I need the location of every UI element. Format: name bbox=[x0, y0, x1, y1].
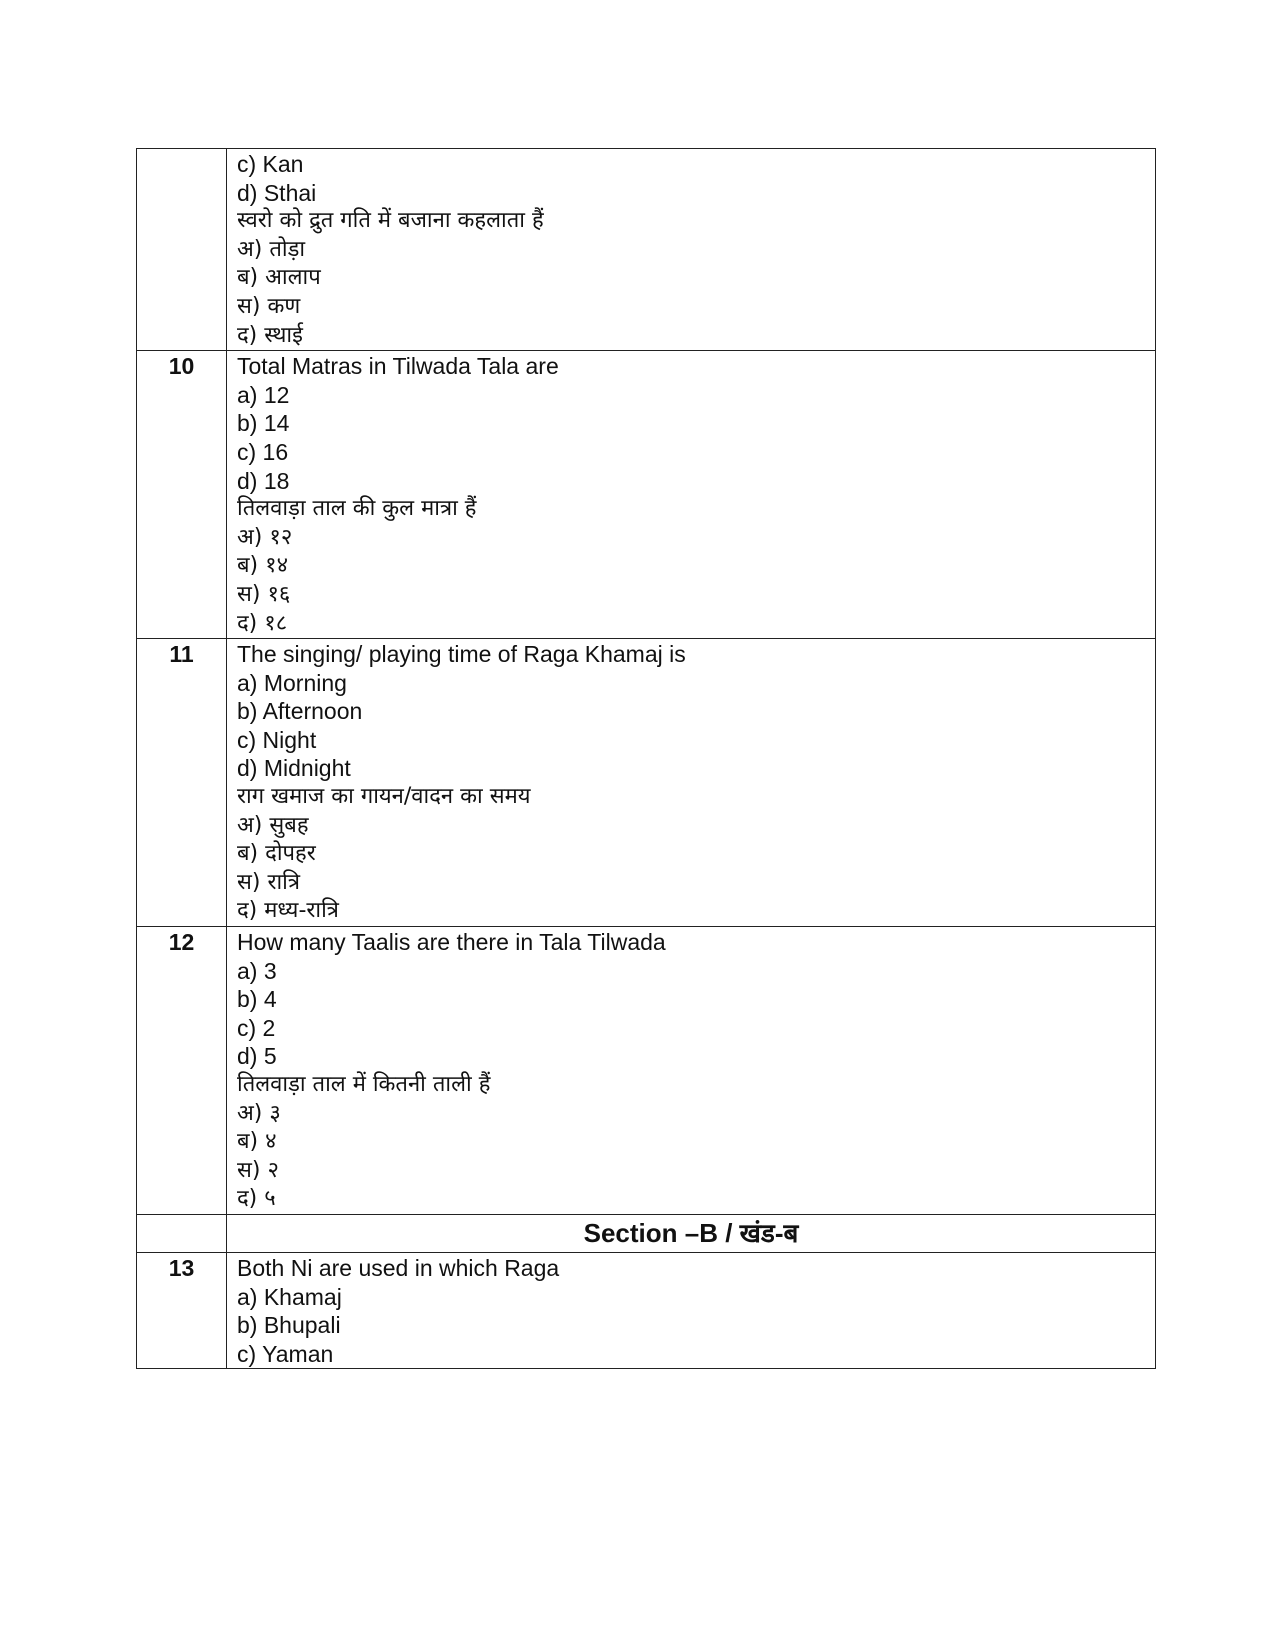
option-hi: अ) १२ bbox=[237, 524, 293, 550]
option-en: d) 5 bbox=[237, 1043, 277, 1070]
question-number-cell bbox=[137, 639, 227, 927]
option-hi: स) १६ bbox=[237, 581, 291, 607]
option-en: c) Kan bbox=[237, 151, 304, 177]
option-en: d) 18 bbox=[237, 467, 290, 494]
option-hi: अ) ३ bbox=[237, 1100, 281, 1126]
question-content-cell bbox=[227, 1252, 1156, 1368]
option-en: d) Midnight bbox=[237, 755, 351, 782]
section-title: Section –B / खंड-ब bbox=[583, 1217, 799, 1248]
option-hi: ब) आलाप bbox=[237, 265, 321, 291]
question-content-cell bbox=[227, 149, 1156, 351]
question-content-cell bbox=[227, 639, 1156, 927]
question-row-11 bbox=[137, 639, 1156, 927]
option-hi: स) २ bbox=[237, 1157, 279, 1183]
question-number-cell bbox=[137, 927, 227, 1215]
option-hi: द) ५ bbox=[237, 1186, 276, 1212]
option-en: c) Night bbox=[237, 726, 317, 753]
question-content-cell bbox=[227, 927, 1156, 1215]
question-content-cell bbox=[227, 351, 1156, 639]
option-en: b) Bhupali bbox=[237, 1312, 341, 1339]
question-number: 11 bbox=[169, 641, 194, 668]
question-table bbox=[136, 148, 1156, 1369]
option-en: a) 3 bbox=[237, 957, 277, 984]
option-en: b) Afternoon bbox=[237, 698, 363, 725]
section-title-cell bbox=[227, 1214, 1156, 1252]
option-hi: स) कण bbox=[237, 293, 301, 319]
option-hi: ब) १४ bbox=[237, 553, 289, 579]
question-row-13 bbox=[137, 1252, 1156, 1368]
question-text-hindi: तिलवाड़ा ताल की कुल मात्रा हैं bbox=[237, 496, 477, 522]
question-row-continuation bbox=[137, 149, 1156, 351]
question-number-cell bbox=[137, 1252, 227, 1368]
option-en: c) 2 bbox=[237, 1014, 276, 1041]
option-en: a) Khamaj bbox=[237, 1283, 342, 1310]
option-hi: ब) दोपहर bbox=[237, 841, 316, 867]
section-number-cell bbox=[137, 1214, 227, 1252]
question-text: How many Taalis are there in Tala Tilwada bbox=[237, 929, 666, 956]
question-number: 13 bbox=[168, 1254, 195, 1281]
question-text-hindi: स्वरो को द्रुत गति में बजाना कहलाता हैं bbox=[237, 208, 544, 234]
question-text: Both Ni are used in which Raga bbox=[237, 1254, 560, 1281]
question-text: The singing/ playing time of Raga Khamaj is bbox=[237, 641, 686, 668]
option-en: c) Yaman bbox=[237, 1340, 334, 1367]
option-en: b) 14 bbox=[237, 410, 290, 437]
option-en: d) Sthai bbox=[237, 179, 317, 206]
option-en: a) 12 bbox=[237, 381, 290, 408]
option-en: c) 16 bbox=[237, 438, 289, 465]
question-text: Total Matras in Tilwada Tala are bbox=[237, 353, 559, 380]
option-hi: द) १८ bbox=[237, 610, 288, 636]
option-en: b) 4 bbox=[237, 986, 277, 1013]
question-row-12 bbox=[137, 927, 1156, 1215]
option-hi: द) स्थाई bbox=[237, 322, 303, 348]
option-hi: स) रात्रि bbox=[237, 869, 300, 895]
question-text-hindi: तिलवाड़ा ताल में कितनी ताली हैं bbox=[237, 1072, 491, 1097]
option-hi: अ) सुबह bbox=[237, 812, 309, 838]
question-number-cell bbox=[137, 351, 227, 639]
question-number-cell bbox=[137, 149, 227, 351]
option-en: a) Morning bbox=[237, 669, 347, 696]
question-row-10 bbox=[137, 351, 1156, 639]
question-text-hindi: राग खमाज का गायन/वादन का समय bbox=[237, 784, 531, 810]
option-hi: ब) ४ bbox=[237, 1129, 277, 1155]
question-number: 10 bbox=[168, 353, 195, 380]
section-header-row bbox=[137, 1214, 1156, 1252]
option-hi: द) मध्य-रात्रि bbox=[237, 898, 339, 924]
question-number: 12 bbox=[168, 929, 195, 956]
option-hi: अ) तोड़ा bbox=[237, 236, 306, 262]
